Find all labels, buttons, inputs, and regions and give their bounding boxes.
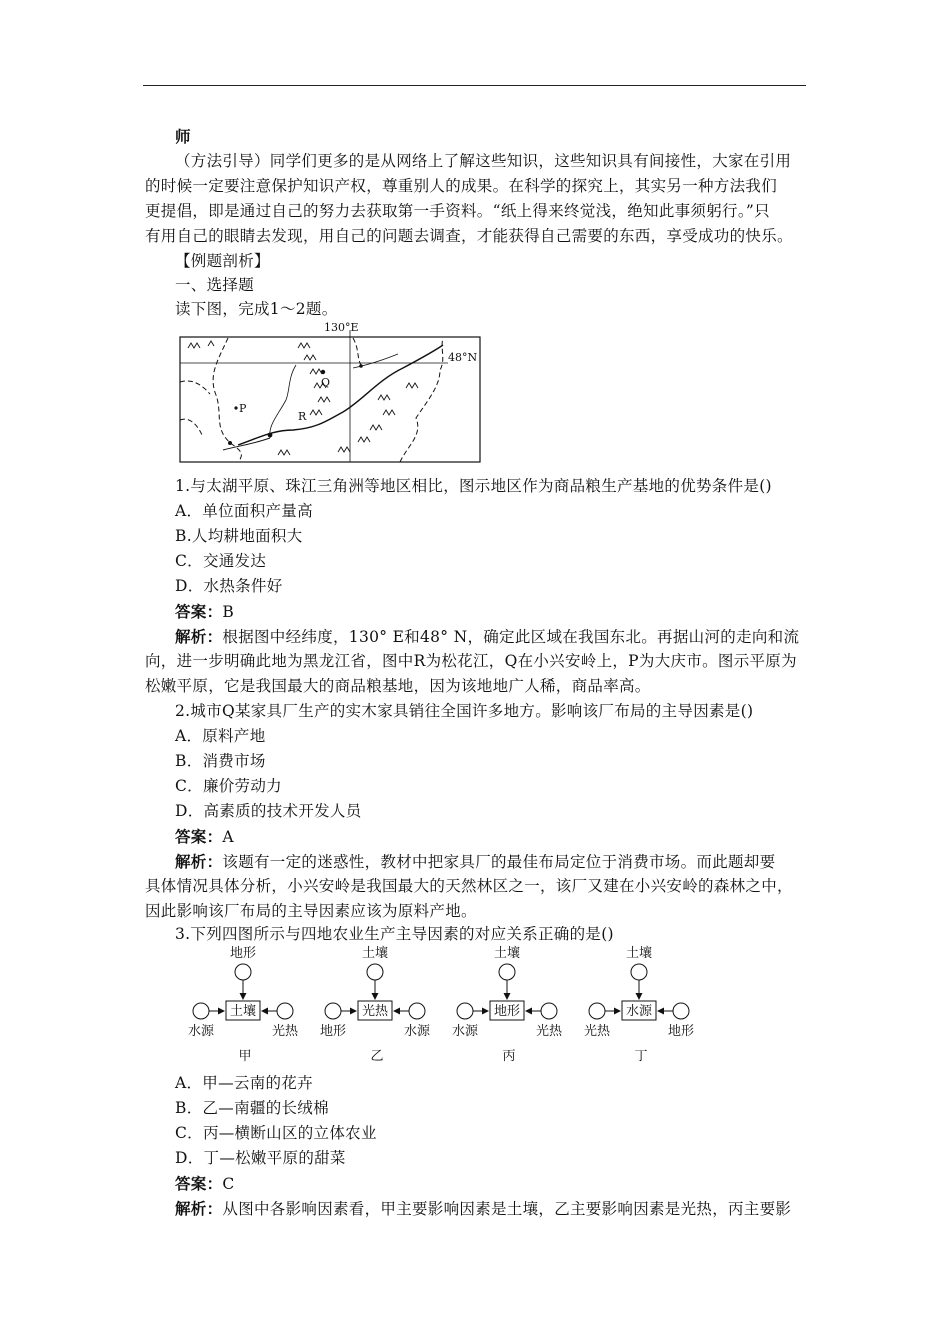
q3-option-b: B．乙—南疆的长绒棉 bbox=[175, 1099, 329, 1117]
right-factor-circle bbox=[409, 1003, 425, 1019]
analysis-text: 该题有一定的迷惑性，教材中把家具厂的最佳布局定位于消费市场。而此题却要 bbox=[222, 853, 776, 871]
left-factor-label: 水源 bbox=[187, 1024, 215, 1039]
right-factor-circle bbox=[541, 1003, 557, 1019]
left-factor-label: 光热 bbox=[583, 1024, 611, 1039]
right-factor-circle bbox=[673, 1003, 689, 1019]
q1-option-c: C．交通发达 bbox=[175, 552, 267, 570]
q2-option-c: C．廉价劳动力 bbox=[175, 777, 282, 795]
left-factor-circle bbox=[457, 1003, 473, 1019]
answer-value: B bbox=[222, 603, 235, 621]
center-factor-label: 水源 bbox=[625, 1004, 653, 1019]
q1-answer bbox=[175, 599, 845, 625]
top-factor-circle bbox=[631, 964, 647, 980]
factor-diagram bbox=[452, 945, 563, 1064]
factor-diagram bbox=[320, 945, 431, 1064]
top-factor-circle bbox=[499, 964, 515, 980]
top-factor-circle bbox=[367, 964, 383, 980]
q2-stem: 2.城市Q某家具厂生产的实木家具销往全国许多地方。影响该厂布局的主导因素是() bbox=[175, 702, 754, 720]
intro-line-4: 有用自己的眼睛去发现，用自己的问题去调查，才能获得自己需要的东西，享受成功的快乐。 bbox=[145, 227, 793, 245]
analysis-label: 解析： bbox=[175, 852, 223, 871]
q1-analysis-line-3: 松嫩平原，它是我国最大的商品粮基地，因为该地地广人稀，商品率高。 bbox=[145, 677, 651, 695]
factor-diagram bbox=[188, 945, 299, 1064]
top-factor-label: 土壤 bbox=[361, 946, 389, 961]
section-title: 【例题剖析】 bbox=[175, 252, 270, 270]
analysis-text: 从图中各影响因素看，甲主要影响因素是土壤，乙主要影响因素是光热，丙主要影 bbox=[222, 1200, 792, 1218]
top-factor-label: 土壤 bbox=[625, 946, 653, 961]
diagram-caption: 甲 bbox=[238, 1049, 252, 1064]
q2-option-b: B．消费市场 bbox=[175, 752, 266, 770]
analysis-label: 解析： bbox=[175, 1199, 223, 1218]
left-factor-circle bbox=[193, 1003, 209, 1019]
header-rule bbox=[143, 85, 806, 86]
q3-answer bbox=[175, 1171, 845, 1197]
q2-analysis-line-2: 具体情况具体分析，小兴安岭是我国最大的天然林区之一，该厂又建在小兴安岭的森林之中， bbox=[145, 877, 793, 895]
q1-analysis-line-2: 向，进一步明确此地为黑龙江省，图中R为松花江，Q在小兴安岭上，P为大庆市。图示平原为 bbox=[145, 652, 797, 670]
q3-option-c: C．丙—横断山区的立体农业 bbox=[175, 1124, 377, 1142]
left-factor-circle bbox=[325, 1003, 341, 1019]
q3-analysis-line-1 bbox=[175, 1196, 845, 1222]
analysis-text: 根据图中经纬度，130° E和48° N，确定此区域在我国东北。再据山河的走向和流 bbox=[222, 628, 800, 646]
answer-label: 答案： bbox=[175, 1174, 223, 1193]
right-factor-label: 水源 bbox=[403, 1024, 431, 1039]
q1-analysis-line-1 bbox=[175, 624, 845, 650]
q2-option-a: A．原料产地 bbox=[175, 727, 266, 745]
right-factor-label: 光热 bbox=[535, 1024, 563, 1039]
q3-option-d: D．丁—松嫩平原的甜菜 bbox=[175, 1149, 346, 1167]
diagram-caption: 丙 bbox=[502, 1049, 516, 1064]
point-p-label: P bbox=[239, 402, 247, 415]
right-factor-label: 地形 bbox=[667, 1024, 695, 1039]
intro-line-1: （方法引导）同学们更多的是从网络上了解这些知识，这些知识具有间接性，大家在引用 bbox=[175, 152, 792, 170]
intro-line-2: 的时候一定要注意保护知识产权，尊重别人的成果。在科学的探究上，其实另一种方法我们 bbox=[145, 177, 778, 195]
q2-answer bbox=[175, 824, 845, 850]
center-factor-label: 光热 bbox=[361, 1004, 389, 1019]
q2-option-d: D．高素质的技术开发人员 bbox=[175, 802, 362, 820]
top-factor-label: 地形 bbox=[229, 946, 257, 961]
part-title: 一、选择题 bbox=[175, 276, 255, 294]
northeast-map bbox=[178, 320, 498, 468]
q3-stem: 3.下列四图所示与四地农业生产主导因素的对应关系正确的是() bbox=[175, 925, 614, 943]
diagram-caption: 丁 bbox=[634, 1049, 648, 1064]
right-factor-label: 光热 bbox=[271, 1024, 299, 1039]
right-factor-circle bbox=[277, 1003, 293, 1019]
intro-line-3: 更提倡，即是通过自己的努力去获取第一手资料。“纸上得来终觉浅，绝知此事须躬行。”只 bbox=[145, 202, 770, 220]
q1-option-a: A．单位面积产量高 bbox=[175, 502, 313, 520]
center-factor-label: 土壤 bbox=[229, 1004, 257, 1019]
q1-option-d: D．水热条件好 bbox=[175, 577, 283, 595]
left-factor-label: 地形 bbox=[319, 1024, 347, 1039]
diagram-caption: 乙 bbox=[370, 1049, 384, 1064]
q1-stem: 1.与太湖平原、珠江三角洲等地区相比，图示地区作为商品粮生产基地的优势条件是() bbox=[175, 477, 772, 495]
point-q-label: Q bbox=[321, 376, 331, 389]
point-r-label: R bbox=[298, 410, 307, 423]
longitude-label: 130°E bbox=[324, 321, 359, 334]
answer-label: 答案： bbox=[175, 827, 223, 846]
q3-option-a: A．甲—云南的花卉 bbox=[175, 1074, 313, 1092]
latitude-label: 48°N bbox=[448, 351, 478, 364]
q2-analysis-line-1 bbox=[175, 849, 845, 875]
instruction: 读下图，完成1～2题。 bbox=[175, 300, 338, 318]
factor-diagram bbox=[584, 945, 694, 1064]
left-factor-circle bbox=[589, 1003, 605, 1019]
left-factor-label: 水源 bbox=[451, 1024, 479, 1039]
analysis-label: 解析： bbox=[175, 627, 223, 646]
factor-diagrams bbox=[170, 945, 730, 1075]
heading-fragment: 师 bbox=[175, 127, 191, 146]
answer-label: 答案： bbox=[175, 602, 223, 621]
top-factor-label: 土壤 bbox=[493, 946, 521, 961]
q2-analysis-line-3: 因此影响该厂布局的主导因素应该为原料产地。 bbox=[145, 902, 477, 920]
q1-option-b: B.人均耕地面积大 bbox=[175, 527, 303, 545]
top-factor-circle bbox=[235, 964, 251, 980]
center-factor-label: 地形 bbox=[493, 1004, 521, 1019]
answer-value: A bbox=[222, 828, 234, 846]
answer-value: C bbox=[222, 1175, 235, 1193]
